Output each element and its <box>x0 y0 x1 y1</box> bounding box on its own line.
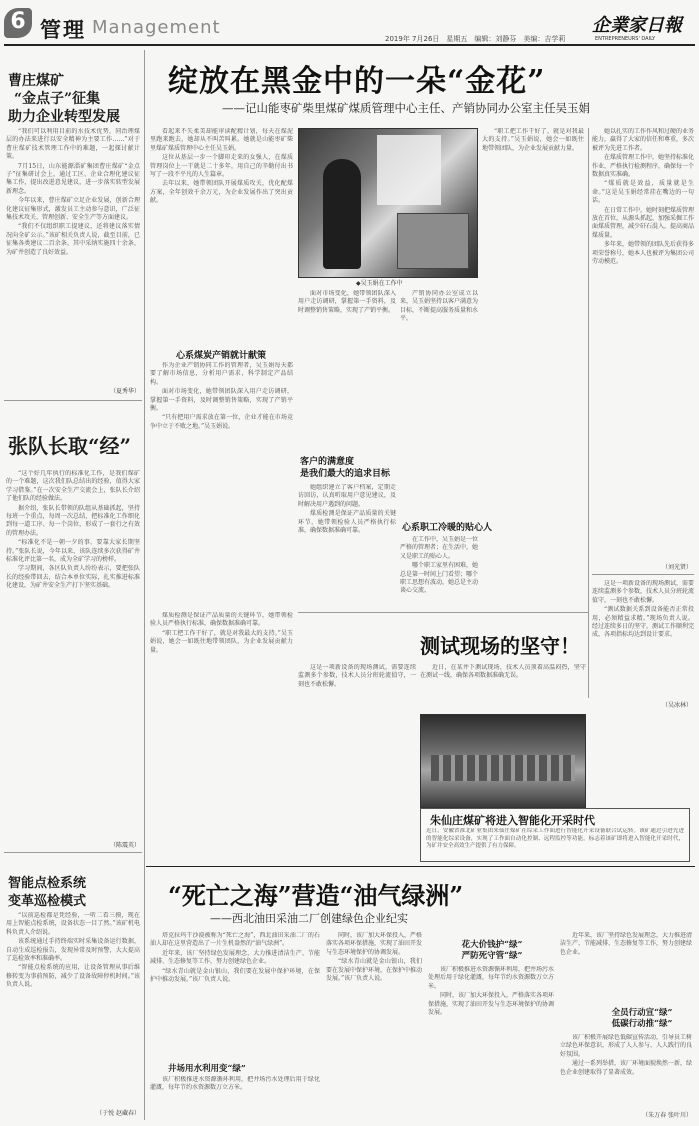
main1-body1 <box>150 362 293 607</box>
main1-heading3: 心系职工冷暖的贴心人 <box>402 523 493 533</box>
main1-photo-caption: ◆吴玉娟在工作中 <box>356 280 403 287</box>
article1-paragraph: “我们可以利用目前的水技术优势，同治理煤层的办法来进行以安全精神为主要工作……”对于曹庄煤矿技术管理工作中的难题，一起探讨献计策。 <box>6 128 140 161</box>
photo2-caption-title: 朱仙庄煤矿将进入智能化开采时代 <box>430 814 595 827</box>
main3-col3 <box>428 966 554 1122</box>
main3-col4-top <box>560 932 692 1004</box>
main1-body2 <box>298 484 396 609</box>
main3-paragraph: “绿水青山就是金山银山，我们要在发展中保护环境，在保护中推动发展。”该厂负责人说。 <box>326 958 422 983</box>
main3-paragraph: 近年来，该厂坚持绿色发展理念，大力推进清洁生产、节能减排、生态修复等工作，努力创建绿色企业。 <box>560 932 692 956</box>
main3-paragraph: “绿水青山就是金山银山，我们要在发展中保护环境，在保护中推动发展。”该厂负责人说。 <box>150 967 320 984</box>
article1-paragraph: 今年以来，曹庄煤矿立足企业发展，创新合理化建议征集形式，激发员工主动参与意识，广泛征集技术攻关、管理创新、安全生产等方面建议。 <box>6 197 140 222</box>
main1-intro-paragraph: 看起来不失柔美却能审读配精计划，每天在煤泥里跑来跑去，她却从不叫苦叫累。她就是山能枣矿柴里煤矿煤质管理中心主任吴玉娟。 <box>150 128 293 152</box>
article1-title-line3: 助力企业转型发展 <box>8 109 120 125</box>
main1-heading2: 客户的满意度 是我们最大的追求目标 <box>300 457 391 479</box>
main3-body2-paragraph: 该厂积极推进水资源循环利用，把井场污水处理后用于绿化灌溉，每年节约水资源数万立方米。 <box>150 1076 320 1092</box>
article1-author: （夏秀华） <box>109 388 140 395</box>
main2-top-rule <box>298 612 588 613</box>
main3-subtitle: ——西北油田采油二厂创建绿色企业纪实 <box>210 912 408 925</box>
main1-lower-col2 <box>298 664 416 824</box>
main1-body1-paragraph: 面对市场变化，她带领团队深入用户走访调研，掌握第一手资料，及时调整销售策略，实现了产销平衡。 <box>298 290 396 314</box>
main1-body3-paragraph: “职工把工作干好了，就是对我最大的支持。”吴玉娟说，她会一如既往地带领团队，为企业发展贡献力量。 <box>150 629 293 654</box>
main1-body2-paragraph: 煤质检测是保证产品质量的关键环节，她带领检验人员严格执行标准，确保数据准确可靠。 <box>150 612 293 628</box>
main1-title: 绽放在黑金中的一朵“金花” <box>168 64 546 99</box>
paper-name-en: ENTREPRENEURS' DAILY <box>595 36 656 42</box>
main1-right-paragraph: 在煤质管理工作中，她坚持标准化作业，严格执行检测程序，确保每一个数据真实准确。 <box>592 154 694 179</box>
main1-body1-paragraph: 面对市场变化，她带领团队深入用户走访调研，掌握第一手资料，及时调整销售策略，实现了产销平衡。 <box>150 388 293 413</box>
article1-body <box>6 128 140 353</box>
main3-paragraph: 塔克拉玛干沙漠被称为“死亡之海”，西北油田采油二厂的石油人却在这里营造出了一片生机盎然的“油气绿洲”。 <box>150 932 320 948</box>
main3-body3-paragraph: 该厂积极开展绿色低碳宣传活动，引导员工树立绿色环保意识，形成了人人参与、人人践行的良好氛围。 <box>560 1034 692 1058</box>
main1-right-author: （刘光贤） <box>661 564 692 571</box>
main3-col2 <box>326 932 422 1122</box>
photo-window <box>377 135 441 205</box>
main3-sub2: 花大价钱护“绿” 严防死守管“绿” <box>461 940 523 961</box>
main1-body2-paragraph: 煤质检测是保证产品质量的关键环节，她带领检验人员严格执行标准，确保数据准确可靠。 <box>298 510 396 535</box>
main1-body1-paragraph: 作为企业产销协同工作的管理者，吴玉娟每天都要了解市场信息，分析用户需求，科学制定产品结构。 <box>150 362 293 386</box>
left-column-divider <box>144 50 145 1120</box>
main3-title: “死亡之海”营造“油气绿洲” <box>168 881 464 910</box>
article3-body <box>6 912 140 1102</box>
main1-lower-col1 <box>150 612 293 824</box>
article2-paragraph: “这个好几年执行的标准化工作，是我们煤矿的一个难题，这次我们队总结出的经验，值得大家学习借鉴。”在一次安全生产交流会上，张队长介绍了他们队的经验做法。 <box>6 470 140 503</box>
article1-paragraph: 7月15日，山东能源淄矿集团曹庄煤矿“金点子”征集研讨会上，通过工区、企业合理化建议征集工作，提出改进意见建议，进一步落实转型发展新理念。 <box>6 162 140 195</box>
left-separator-2 <box>4 852 142 853</box>
main1-right-paragraph: “职工把工作干好了，就是对我最大的支持。”吴玉娟说，她会一如既往地带领团队，为企业发展贡献力量。 <box>482 128 584 152</box>
main2-paragraph: “测试数据关系到设备能否正常投用，必须精益求精。”现场负责人说。经过连续多日的坚守，测试工作顺利完成，各项指标均达到设计要求。 <box>592 606 694 639</box>
article3-title-line2: 变革巡检模式 <box>8 894 87 909</box>
photo-person <box>323 159 361 269</box>
article2-title: 张队长取“经” <box>8 434 132 458</box>
header-rule <box>4 44 695 46</box>
paper-name: 企業家日報 <box>592 15 682 36</box>
main3-col4 <box>560 1034 692 1106</box>
main3-sub1: 井场用水利用变“绿” <box>168 1064 246 1074</box>
main1-right-paragraph: 在日常工作中，她时刻把煤质管理放在首位，从源头抓起，加强采掘工作面煤质管理，减少矸石混入，提高商品煤质量。 <box>592 206 694 239</box>
main1-right-column <box>482 128 584 248</box>
main3-sub3: 全员行动宣“绿” 低碳行动推“绿” <box>611 1008 673 1029</box>
article3-paragraph: “智能点检系统的应用，让设备管理从事后维修转变为事前预防，减少了设备故障停机时间。”该负责人说。 <box>6 964 140 989</box>
main2-body-col2 <box>592 580 694 700</box>
main3-author: （朱万春 张叶川） <box>642 1112 692 1119</box>
article1-title-line2: “金点子”征集 <box>14 91 101 107</box>
main3-body <box>150 932 320 1082</box>
header-meta: 2019年 7月26日 星期五 编辑：刘静芬 美编：吉学莉 <box>385 35 566 43</box>
main3-body-col1b <box>150 1076 320 1122</box>
main1-right-paragraph: 她以扎实的工作作风和过硬的业务能力，赢得了大家的信任和尊重，多次被评为先进工作者。 <box>592 128 694 152</box>
main3-body3-paragraph: 通过一系列举措，该厂环境面貌焕然一新，绿色企业创建取得了显著成效。 <box>560 1060 692 1076</box>
article1-title-line1: 曹庄煤矿 <box>8 73 64 89</box>
main3-paragraph: 近年来，该厂坚持绿色发展理念，大力推进清洁生产、节能减排、生态修复等工作，努力创建绿色企业。 <box>150 949 320 966</box>
page-number: 6 <box>10 9 26 34</box>
article2-paragraph: “标准化不是一朝一夕的事，要靠大家长期坚持。”张队长说，今年以来，该队连续多次获得矿井标准化评比第一名，成为全矿学习的榜样。 <box>6 539 140 564</box>
main1-heading1: 心系煤炭产销就计献策 <box>176 351 267 361</box>
main3-top-rule <box>146 866 695 867</box>
photo2-machinery <box>431 755 575 781</box>
main1-intro <box>150 128 293 338</box>
right-separator <box>592 574 694 575</box>
main2-title: 测试现场的坚守！ <box>420 634 580 658</box>
article2-paragraph: 学习期间，各区队负责人纷纷表示，要把张队长的经验带回去，结合本单位实际，扎实推进标准化建设，为矿井安全生产打下坚实基础。 <box>6 565 140 590</box>
main3-body2-paragraph: 同时，该厂加大环保投入，严格落实各项环保措施，实现了油田开发与生态环境保护的协调发展。 <box>428 992 554 1017</box>
main2-paragraph: 这是一项新设备的现场测试，需要连续监测多个参数，技术人员分班轮流值守，一刻也不敢松懈。 <box>298 664 416 688</box>
main1-intro-paragraph: 这位从基层一步一个脚印走来的女强人，在煤质管理岗位上一干就是二十多年，用自己的辛勤付出书写了一段不平凡的人生篇章。 <box>150 154 293 179</box>
main1-intro-paragraph: 去年以来，她带领团队开展煤质攻关，优化配煤方案，全年创效千余万元，为企业发展作出了突出贡献。 <box>150 180 293 205</box>
photo2 <box>420 714 586 808</box>
main2-body <box>482 128 584 129</box>
article2-author: （陈震英） <box>109 842 140 849</box>
main3-body2-paragraph: 同时，该厂加大环保投入，严格落实各项环保措施，实现了油田开发与生态环境保护的协调发展。 <box>326 932 422 956</box>
main2-paragraph: 近日，在某井下测试现场，技术人员顶着高温闷热，坚守在测试一线，确保各项数据准确无误。 <box>420 664 586 680</box>
main1-photo <box>298 128 478 278</box>
photo2-caption-text: 近日，安徽省淮北矿业集团朱仙庄煤矿在综采工作面进行智能化开采设备联合试运转。该矿通过引进先进的智能化综采设备，实现了工作面自动化控制、远程监控等功能，标志着该矿即将进入智能化开采时代，为矿井安全高效生产提供了有力保障。 <box>426 828 684 849</box>
main3-body2-paragraph: 该厂积极推进水资源循环利用，把井场污水处理后用于绿化灌溉，每年节约水资源数万立方米。 <box>428 966 554 990</box>
section-title-en: Management <box>92 17 221 38</box>
article1-paragraph: “我们不仅组织职工提建议，还将建议落实情况向全矿公示。”该矿相关负责人说，截至目前，已征集各类建议二百余条，其中采纳实施四十余条，为矿井创造了良好效益。 <box>6 223 140 256</box>
main1-body3 <box>400 536 478 608</box>
right-column-divider <box>588 128 589 698</box>
section-title-cn: 管理 <box>40 17 86 42</box>
main2-body-col1 <box>420 664 586 714</box>
article3-title-line1: 智能点检系统 <box>8 876 87 891</box>
main1-body2-paragraph: 产销协同办公室成立以来，吴玉娟坚持以客户满意为目标，不断提高服务质量和水平。 <box>400 290 478 323</box>
main2-paragraph: 这是一项新设备的现场测试，需要连续监测多个参数，技术人员分班轮流值守，一刻也不敢松懈。 <box>592 580 694 604</box>
main1-body3-paragraph: 在工作中，吴玉娟是一位严格的管理者；在生活中，她又是职工的贴心人。 <box>400 536 478 560</box>
main1-subtitle: ——记山能枣矿柴里煤矿煤质管理中心主任、产销协同办公室主任吴玉娟 <box>222 101 590 115</box>
article3-paragraph: “以前巡检都是凭经验，一听二看三摸，现在用上智能点检系统，设备状态一目了然。”该矿机电科负责人介绍说。 <box>6 912 140 936</box>
article3-paragraph: 该系统通过手持终端实时采集设备运行数据，自动生成巡检报告，发现异常及时预警，大大提高了巡检效率和准确率。 <box>6 938 140 963</box>
article2-body <box>6 470 140 805</box>
main2-author: （吴冰林） <box>661 702 692 709</box>
main1-right-paragraph: 多年来，她带领的团队先后获得多项荣誉称号，她本人也被评为集团公司劳动模范。 <box>592 241 694 266</box>
left-separator-1 <box>4 400 142 401</box>
main1-body1-paragraph: “只有把用户需求放在第一位，企业才能在市场竞争中立于不败之地。”吴玉娟说。 <box>150 414 293 430</box>
main1-body2-paragraph: 她组织建立了客户档案，定期走访回访，认真听取用户意见建议，及时解决用户遇到的问题。 <box>298 484 396 508</box>
main1-right-paragraph: “煤质就是效益，质量就是生命。”这是吴玉娟经常挂在嘴边的一句话。 <box>592 180 694 205</box>
article2-paragraph: 据介绍，张队长带领的队组从基础抓起，坚持每班一个重点，每周一次总结，把标准化工作细化到每一道工序、每一个岗位，形成了一套行之有效的管理办法。 <box>6 504 140 537</box>
article3-author: （于悦 赵藏春） <box>96 1110 140 1117</box>
photo-equipment <box>397 213 469 269</box>
main1-body3-paragraph: 哪个职工家里有困难，她总是第一时间上门看望；哪个职工思想有波动，她总是主动谈心交流。 <box>400 562 478 595</box>
